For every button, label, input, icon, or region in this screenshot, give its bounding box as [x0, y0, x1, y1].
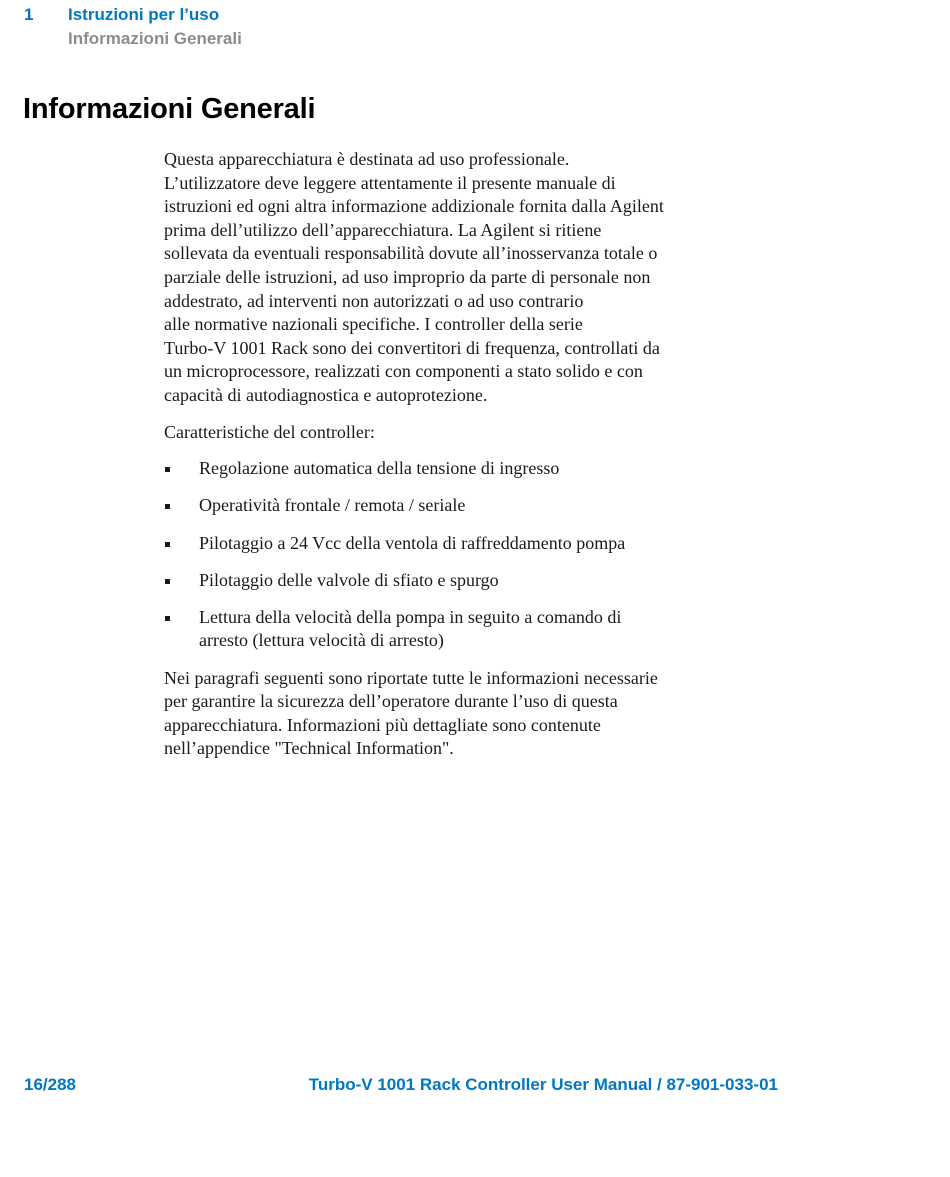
- list-item-text: Pilotaggio a 24 Vcc della ventola di raffreddamento pompa: [199, 532, 626, 553]
- running-header: [24, 3, 242, 51]
- paragraph-line: capacità di autodiagnostica e autoprotezione.: [164, 384, 488, 405]
- paragraph-line: sollevata da eventuali responsabilità dovute all’inosservanza totale o: [164, 243, 658, 264]
- closing-paragraph: [164, 667, 804, 761]
- paragraph-line: apparecchiatura. Informazioni più dettagliate sono contenute: [164, 714, 601, 735]
- paragraph-line: Questa apparecchiatura è destinata ad uso professionale.: [164, 149, 570, 169]
- intro-paragraph: [164, 148, 804, 408]
- body-content: [164, 148, 804, 761]
- chapter-heading: [24, 3, 242, 27]
- list-item-text: Operatività frontale / remota / seriale: [199, 495, 466, 516]
- page-number: 16/288: [24, 1075, 76, 1094]
- list-item-text: Lettura della velocità della pompa in seguito a comando di: [199, 606, 622, 627]
- paragraph-line: un microprocessore, realizzati con componenti a stato solido e con: [164, 361, 643, 382]
- bullet-icon: [165, 467, 170, 472]
- features-list: [164, 457, 804, 653]
- paragraph-line: parziale delle istruzioni, ad uso improprio da parte di personale non: [164, 266, 651, 287]
- paragraph-line: alle normative nazionali specifiche. I controller della serie: [164, 314, 583, 335]
- list-item: [164, 494, 804, 518]
- features-label: Caratteristiche del controller:: [164, 421, 375, 442]
- list-item-text: Pilotaggio delle valvole di sfiato e spurgo: [199, 569, 499, 590]
- paragraph-line: nell’appendice "Technical Information".: [164, 738, 454, 759]
- bullet-icon: [165, 504, 170, 509]
- chapter-number: 1: [24, 5, 34, 24]
- paragraph-line: prima dell’utilizzo dell’apparecchiatura. La Agilent si ritiene: [164, 219, 602, 240]
- list-item: [164, 532, 804, 556]
- document-title: Turbo-V 1001 Rack Controller User Manual / 87-901-033-01: [308, 1075, 778, 1094]
- bullet-icon: [165, 616, 170, 621]
- bullet-icon: [165, 542, 170, 547]
- list-item-text: arresto (lettura velocità di arresto): [199, 630, 444, 651]
- section-title: Informazioni Generali: [68, 29, 242, 48]
- paragraph-line: L’utilizzatore deve leggere attentamente il presente manuale di: [164, 172, 616, 193]
- list-item: [164, 569, 804, 593]
- list-item-text: Regolazione automatica della tensione di ingresso: [199, 458, 560, 479]
- bullet-icon: [165, 579, 170, 584]
- page-title: Informazioni Generali: [23, 93, 316, 125]
- chapter-title: Istruzioni per l’uso: [68, 5, 220, 24]
- list-item: [164, 457, 804, 481]
- paragraph-line: Nei paragrafi seguenti sono riportate tutte le informazioni necessarie: [164, 667, 658, 688]
- paragraph-line: Turbo-V 1001 Rack sono dei convertitori di frequenza, controllati da: [164, 337, 660, 358]
- paragraph-line: per garantire la sicurezza dell’operatore durante l’uso di questa: [164, 691, 618, 712]
- paragraph-line: istruzioni ed ogni altra informazione addizionale fornita dalla Agilent: [164, 196, 664, 217]
- list-item: [164, 606, 804, 653]
- paragraph-line: addestrato, ad interventi non autorizzati o ad uso contrario: [164, 290, 584, 311]
